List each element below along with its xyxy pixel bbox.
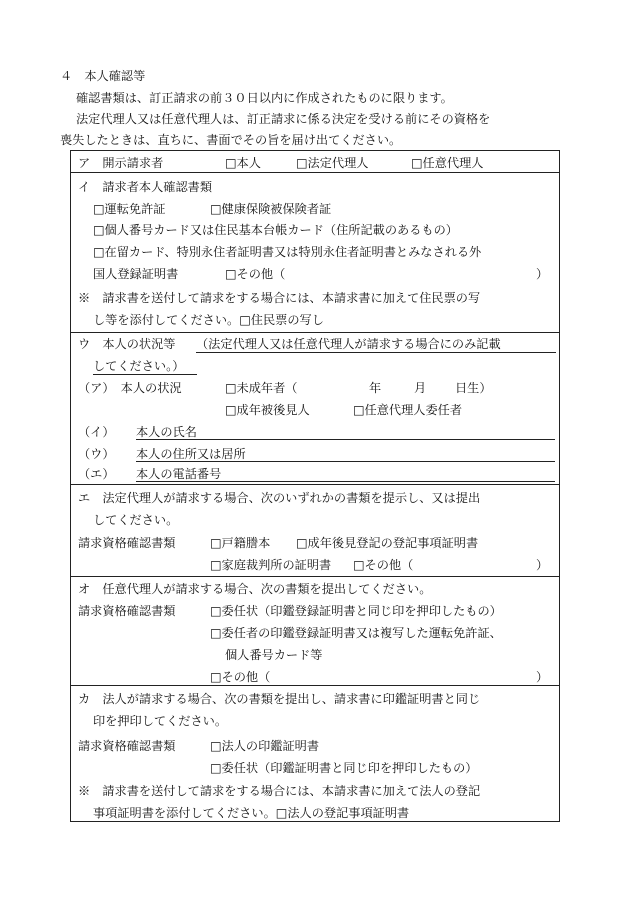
voluntary-other-close: ） [536,670,549,684]
intro-line-1: 確認書類は、訂正請求の前３０日以内に作成されたものに限ります。 [76,91,453,105]
mail-note-line-2: し等を添付してください。□住民票の写し [93,313,324,327]
section-heading: ４ 本人確認等 [60,69,146,83]
birth-month-label: 月 [414,381,427,395]
principal-phone-field[interactable] [136,481,555,482]
checkbox-self[interactable]: □本人 [225,156,261,170]
divider [70,576,560,577]
seal-cert-copy-cont: 個人番号カード等 [225,648,323,662]
principal-status-note: （法定代理人又は任意代理人が請求する場合にのみ記載 [196,337,501,351]
checkbox-other-id[interactable]: □その他（ [225,267,286,281]
divider [70,484,560,485]
phone-field-label: （エ） [78,467,115,481]
residence-card-cont: 国人登録証明書 [93,267,179,281]
principal-name-field[interactable] [136,439,555,440]
checkbox-minor[interactable]: □未成年者（ [225,381,298,395]
legal-agent-line-1: エ 法定代理人が請求する場合、次のいずれかの書類を提示し、又は提出 [78,491,481,505]
principal-address-field[interactable] [136,461,555,462]
checkbox-my-number-card[interactable]: □個人番号カード又は住民基本台帳カード（住所記載のあるもの） [93,223,458,237]
corporation-line-2: 印を押印してください。 [93,714,228,728]
requester-label: ア 開示請求者 [78,156,164,170]
checkbox-voluntary-agent[interactable]: □任意代理人 [411,156,484,170]
legal-docs-label: 請求資格確認書類 [78,536,176,550]
checkbox-delegator[interactable]: □任意代理人委任者 [353,403,463,417]
mail-note-line-1: ※ 請求書を送付して請求をする場合には、本請求書に加えて住民票の写 [78,291,481,305]
checkbox-legal-agent[interactable]: □法定代理人 [296,156,369,170]
checkbox-family-register[interactable]: □戸籍謄本 [210,536,271,550]
address-field-label: （ウ） [78,447,115,461]
voluntary-docs-label: 請求資格確認書類 [78,604,176,618]
checkbox-health-insurance[interactable]: □健康保険被保険者証 [210,202,332,216]
checkbox-voluntary-other[interactable]: □その他（ [210,670,271,684]
checkbox-power-of-attorney[interactable]: □委任状（印鑑登録証明書と同じ印を押印したもの） [210,604,502,618]
corp-mail-note-line-1: ※ 請求書を送付して請求をする場合には、本請求書に加えて法人の登記 [78,784,481,798]
birth-day-label: 日生） [455,381,492,395]
principal-status-title: ウ 本人の状況等 [78,337,176,351]
checkbox-family-court-cert[interactable]: □家庭裁判所の証明書 [210,558,332,572]
checkbox-guardianship-cert[interactable]: □成年後見登記の登記事項証明書 [296,536,479,550]
principal-status-note-cont: してください。） [93,359,185,373]
principal-name-label: 本人の氏名 [136,425,197,439]
voluntary-agent-line-1: オ 任意代理人が請求する場合、次の書類を提出してください。 [78,582,432,596]
corporation-line-1: カ 法人が請求する場合、次の書類を提出し、請求書に印鑑証明書と同じ [78,692,481,706]
checkbox-corp-power-of-attorney[interactable]: □委任状（印鑑証明書と同じ印を押印したもの） [210,761,478,775]
id-docs-title: イ 請求者本人確認書類 [78,180,213,194]
underline [196,352,556,353]
corp-mail-note-line-2: 事項証明書を添付してください。□法人の登記事項証明書 [93,806,410,820]
checkbox-legal-other[interactable]: □その他（ [353,558,414,572]
principal-phone-label: 本人の電話番号 [136,467,222,481]
name-field-label: （イ） [78,425,115,439]
divider [70,172,560,173]
corporation-docs-label: 請求資格確認書類 [78,739,176,753]
divider [70,685,560,686]
intro-line-3: 喪失したときは、直ちに、書面でその旨を届け出てください。 [60,133,402,147]
intro-line-2: 法定代理人又は任意代理人は、訂正請求に係る決定を受ける前にその資格を [76,112,491,126]
checkbox-drivers-license[interactable]: □運転免許証 [93,202,166,216]
birth-year-label: 年 [369,381,382,395]
underline [93,374,197,375]
status-label: （ア） 本人の状況 [78,381,182,395]
divider [70,332,560,333]
legal-other-close: ） [536,558,549,572]
checkbox-corp-seal-cert[interactable]: □法人の印鑑証明書 [210,739,320,753]
principal-address-label: 本人の住所又は居所 [136,447,246,461]
other-id-close: ） [536,267,549,281]
checkbox-residence-card[interactable]: □在留カード、特別永住者証明書又は特別永住者証明書とみなされる外 [93,245,482,259]
checkbox-seal-cert-copy[interactable]: □委任者の印鑑登録証明書又は複写した運転免許証、 [210,626,502,640]
legal-agent-line-2: してください。 [93,513,179,527]
checkbox-adult-ward[interactable]: □成年被後見人 [225,403,310,417]
